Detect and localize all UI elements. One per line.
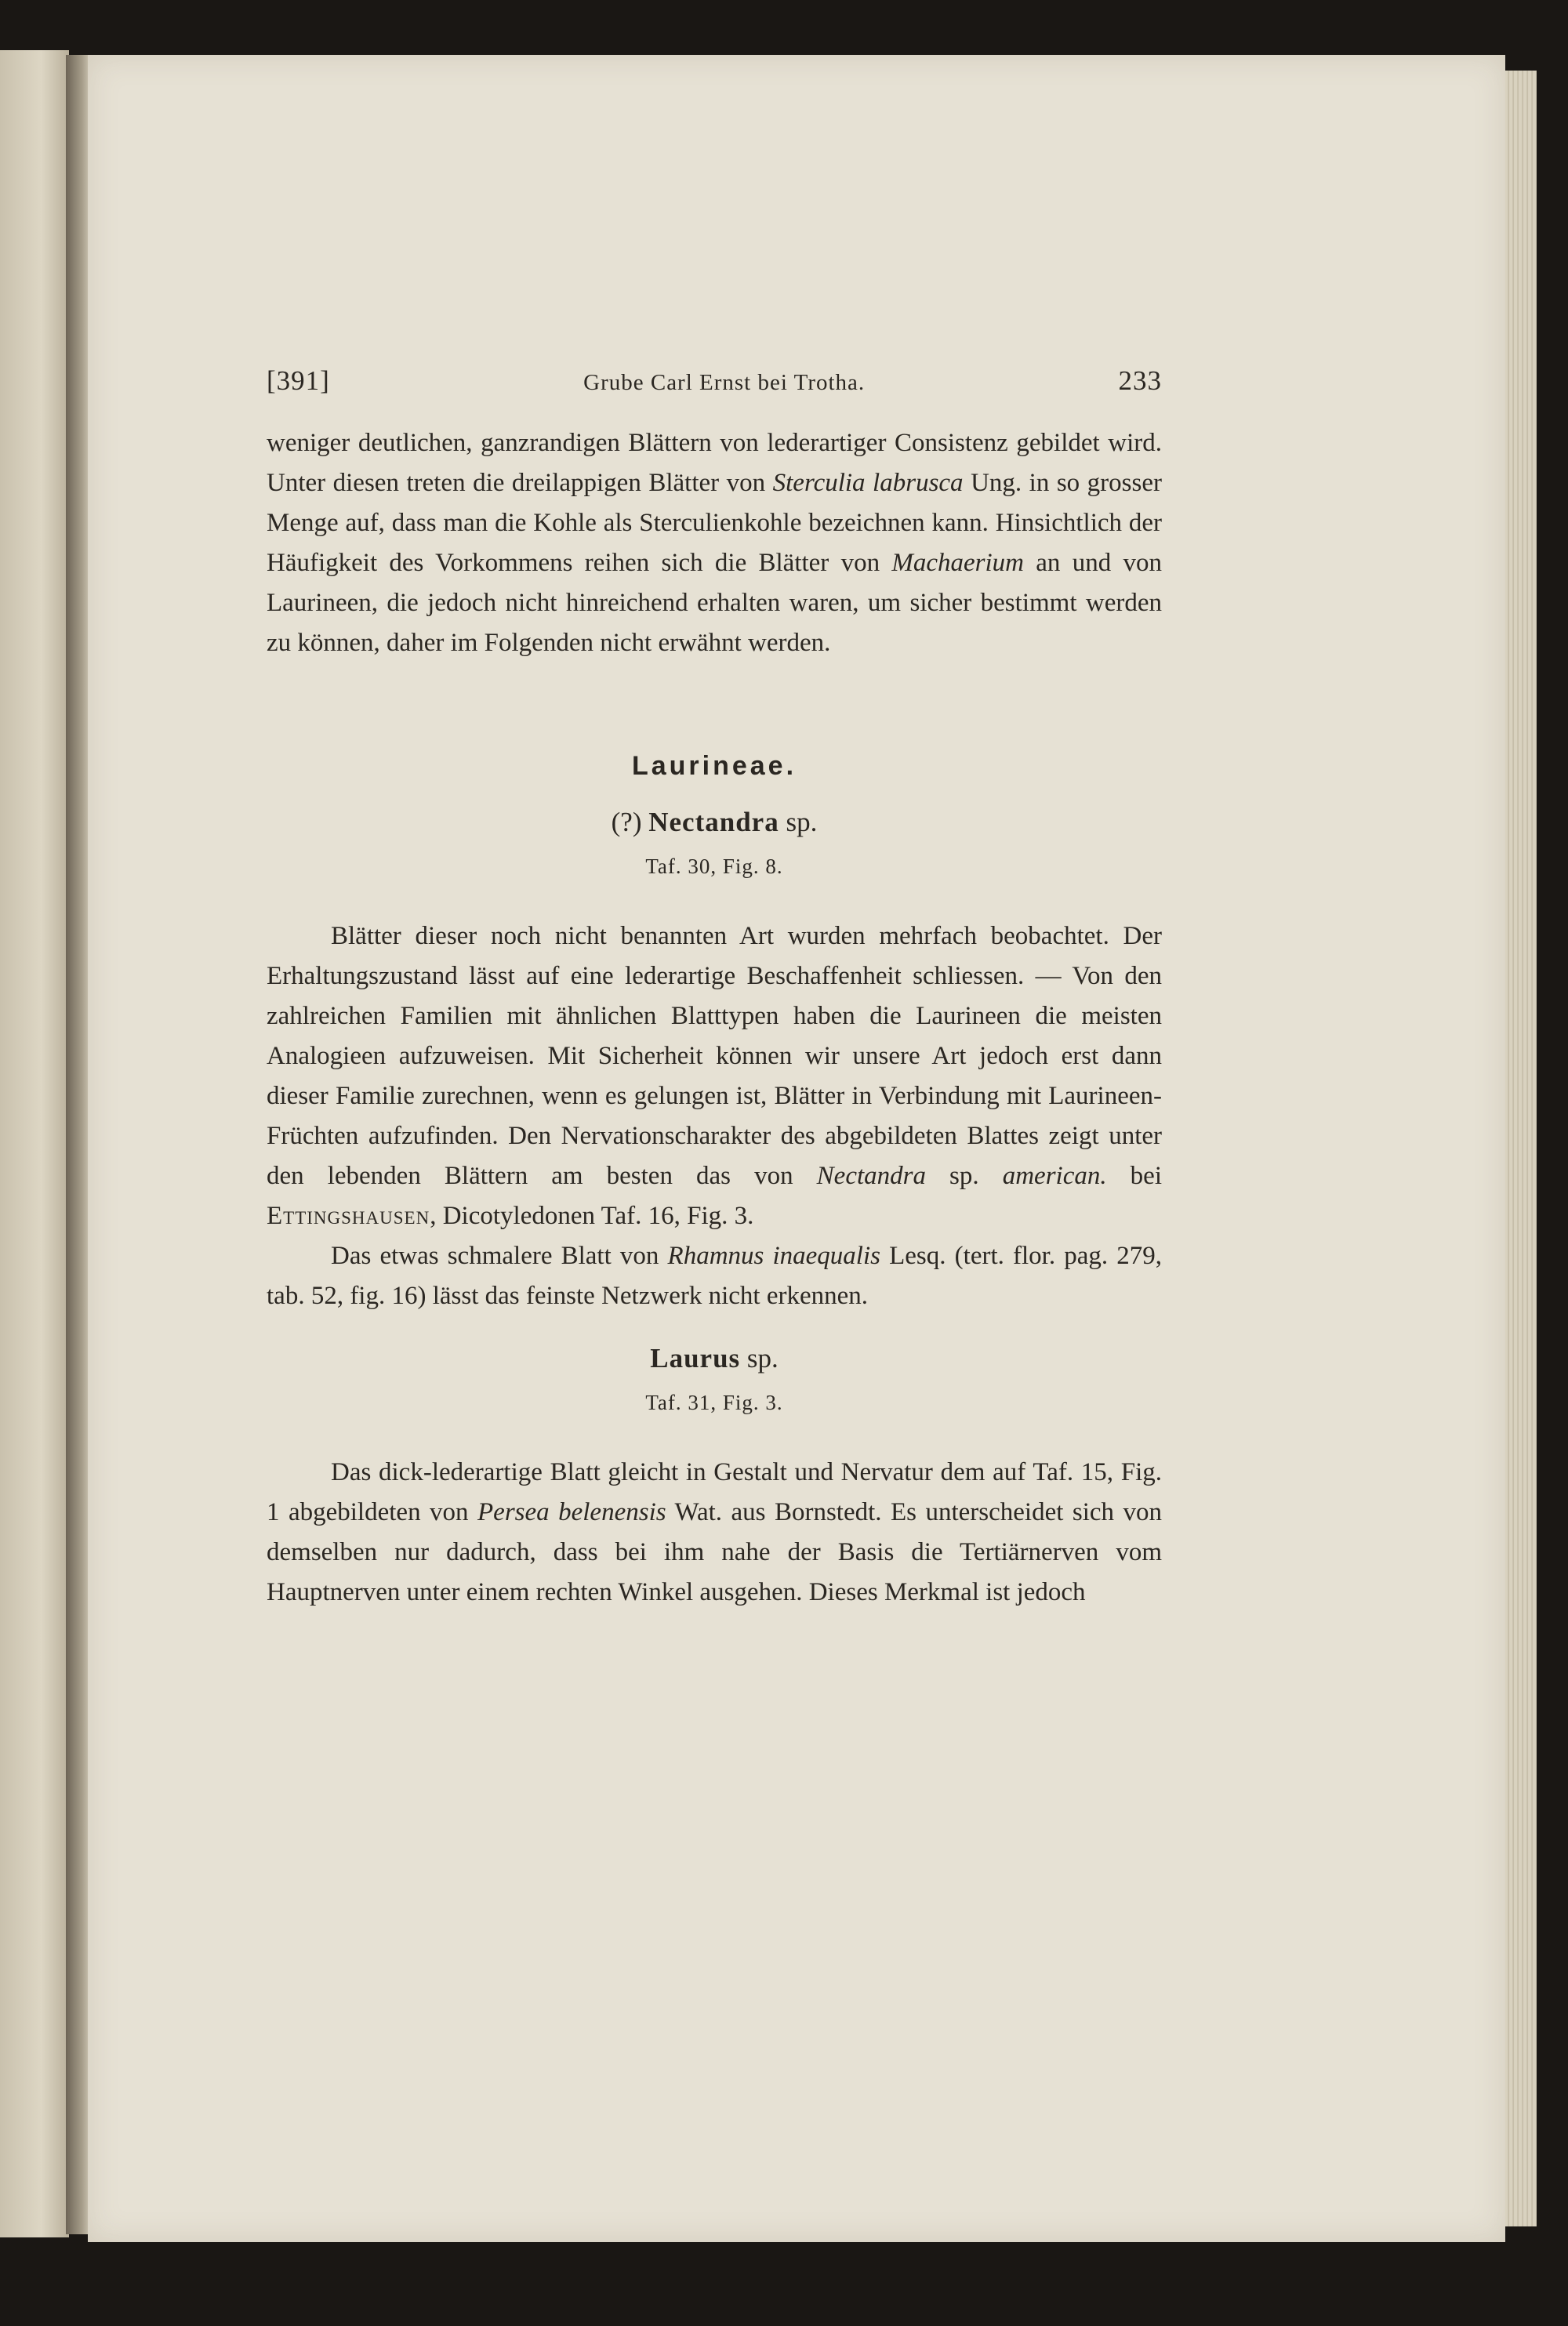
taxon-name: american. xyxy=(1002,1162,1107,1190)
plate-reference: Taf. 30, Fig. 8. xyxy=(645,855,783,878)
taxon-name: Persea belenensis xyxy=(477,1498,666,1526)
species-heading-nectandra: (?) Nectandra sp. xyxy=(611,807,818,837)
page-number: 233 xyxy=(1118,365,1162,396)
paragraph-nectandra: Blätter dieser noch nicht benannten Art wurden mehrfach beobachtet. Der Erhaltungszustand lässt auf eine lederartige Beschaffenheit schliessen. — Von den zahlreichen Familien mit ähnlichen Blatttypen haben die Laurineen die meisten Analogieen aufzuweisen. Mit Sicherheit können wir unsere Art jedoch erst dann dieser Familie zurechnen, wenn es gelungen ist, Blätter in Verbindung mit Laurineen-Früchten aufzufinden. Den Nervationscharakter des abgebildeten Blattes zeigt unter den lebenden Blättern am besten das von Nectandra sp. american. bei Ettingshausen, Dicotyledonen Taf. 16, Fig. 3. xyxy=(267,922,1162,1230)
taxon-name: Rhamnus inaequalis xyxy=(667,1242,880,1270)
page-stack-edge xyxy=(1505,71,1537,2226)
taxon-name: Sterculia labrusca xyxy=(772,469,964,497)
paragraph-laurus: Das dick-lederartige Blatt gleicht in Gestalt und Nervatur dem auf Taf. 15, Fig. 1 abgebildeten von Persea belenensis Wat. aus Bornstedt. Es unterscheidet sich von demselben nur dadurch, dass bei ihm nahe der Basis die Tertiärnerven vom Hauptnerven unter einem rechten Winkel ausgehen. Dieses Merkmal ist jedoch xyxy=(267,1458,1163,1606)
running-title: Grube Carl Ernst bei Trotha. xyxy=(583,370,866,395)
page-bracket-number: [391] xyxy=(267,365,330,396)
taxon-name: Machaerium xyxy=(891,549,1024,577)
taxon-name: Nectandra xyxy=(816,1162,926,1190)
author-name: Ettingshausen xyxy=(267,1202,430,1230)
species-heading-laurus: Laurus sp. xyxy=(650,1343,779,1373)
facing-page-edge xyxy=(0,50,69,2237)
section-heading: Laurineae. xyxy=(631,751,797,781)
page-text xyxy=(267,361,1162,1613)
paragraph-rhamnus: Das etwas schmalere Blatt von Rhamnus inaequalis Lesq. (tert. flor. pag. 279, tab. 52, fig. 16) lässt das feinste Netzwerk nicht erkennen. xyxy=(267,1242,1162,1310)
paragraph-sterculia: weniger deutlichen, ganzrandigen Blättern von lederartiger Consistenz gebildet wird. Unter diesen treten die dreilappigen Blätter von Sterculia labrusca Ung. in so grosser Menge auf, dass man die Kohle als Sterculienkohle bezeichnen kann. Hinsichtlich der Häufigkeit des Vorkommens reihen sich die Blätter von Machaerium an und von Laurineen, die jedoch nicht hinreichend erhalten waren, um sicher bestimmt werden zu können, daher im Folgenden nicht erwähnt werden. xyxy=(267,429,1162,657)
running-head xyxy=(267,361,1162,395)
laurus-block xyxy=(267,1338,1162,1423)
plate-reference: Taf. 31, Fig. 3. xyxy=(645,1391,783,1414)
